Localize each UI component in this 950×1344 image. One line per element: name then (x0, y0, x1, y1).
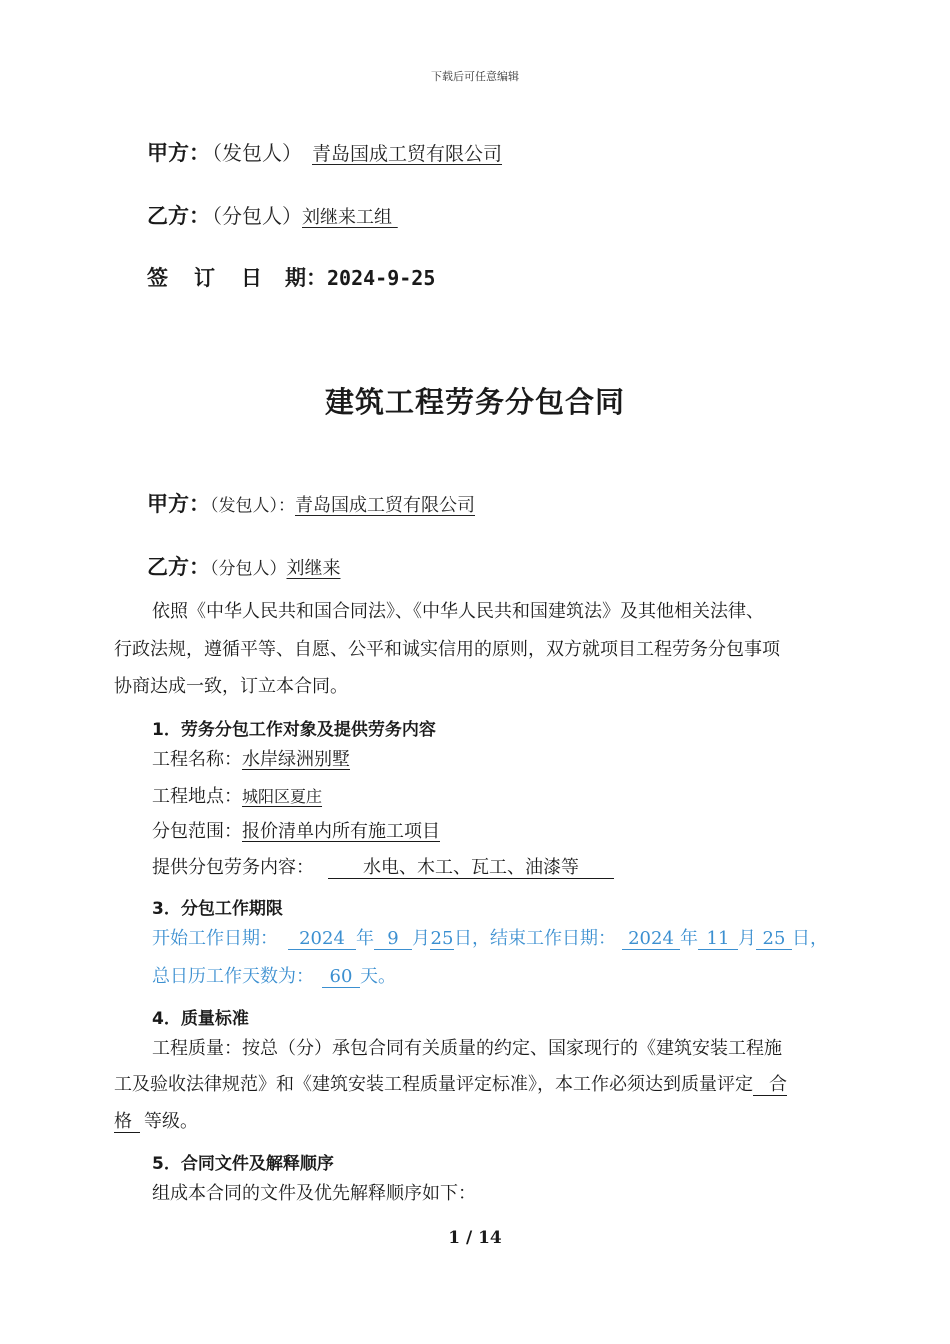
preamble-line-3: 协商达成一致，订立本合同。 (114, 676, 348, 697)
day-separator: 日，结束工作日期： (454, 928, 616, 949)
project-name-value: 水岸绿洲别墅 (242, 749, 350, 770)
end-year: 2024 (622, 930, 680, 950)
quality-line-3-tail: 等级。 (144, 1111, 198, 1132)
cover-party-a-name: 青岛国成工贸有限公司 (312, 143, 503, 165)
end-day: 25 (756, 930, 792, 950)
quality-line-3 (114, 1113, 198, 1133)
cover-sign-date (147, 262, 435, 292)
content-value: 水电、木工、瓦工、油漆等 (328, 859, 614, 879)
total-days-row (152, 968, 396, 988)
cover-party-a (147, 137, 502, 167)
location-row (152, 788, 322, 806)
sign-label-char-1: 签 (147, 266, 168, 290)
cover-party-b-role: （分包人） (212, 204, 302, 228)
cover-party-a-label: 甲方： (147, 141, 210, 165)
section-5-heading: 5．合同文件及解释顺序 (152, 1154, 334, 1174)
sign-label-char-4: 期： (285, 266, 327, 290)
quality-grade-part-2: 格 (114, 1113, 140, 1133)
cover-party-a-role: （发包人） (212, 141, 302, 165)
sign-label-char-2: 订 (194, 266, 215, 290)
page-number: 1 / 14 (448, 1228, 502, 1248)
party-a-label: 甲方： (147, 492, 210, 516)
end-month-char: 月 (738, 928, 756, 949)
party-a (147, 488, 475, 518)
party-b-role: （分包人） (210, 559, 287, 579)
party-b-label: 乙方： (147, 555, 210, 579)
scope-row (152, 823, 440, 841)
quality-line-1: 工程质量：按总（分）承包合同有关质量的约定、国家现行的《建筑安装工程施 (152, 1038, 782, 1059)
start-year: 2024 (288, 930, 356, 950)
section-4-heading: 4．质量标准 (152, 1009, 249, 1029)
work-period-row (152, 930, 828, 950)
header-note: 下载后可任意编辑 (431, 70, 519, 83)
cover-party-b-label: 乙方： (147, 204, 210, 228)
end-month: 11 (698, 930, 738, 950)
start-day: 25 (430, 928, 454, 949)
cover-party-b (147, 200, 398, 230)
location-value: 城阳区夏庄 (242, 787, 323, 806)
start-label: 开始工作日期： (152, 928, 278, 949)
party-b (147, 551, 341, 581)
section-3-heading: 3．分包工作期限 (152, 899, 283, 919)
party-a-role: （发包人）： (210, 496, 295, 516)
content-row (152, 859, 614, 879)
sign-date: 2024-9-25 (327, 266, 436, 290)
cover-party-b-name: 刘继来工组 (302, 207, 392, 228)
project-name-label: 工程名称： (152, 749, 242, 770)
start-year-char: 年 (356, 928, 374, 949)
content-label: 提供分包劳务内容： (152, 857, 314, 878)
total-days-label: 总日历工作天数为： (152, 966, 314, 987)
preamble-line-2: 行政法规，遵循平等、自愿、公平和诚实信用的原则，双方就项目工程劳务分包事项 (114, 639, 780, 660)
scope-label: 分包范围： (152, 821, 242, 842)
start-month-char: 月 (412, 928, 430, 949)
project-name-row (152, 751, 350, 769)
sign-label-char-3: 日 (241, 266, 262, 290)
party-b-name: 刘继来 (286, 558, 341, 579)
location-label: 工程地点： (152, 786, 242, 807)
section-1-heading: 1．劳务分包工作对象及提供劳务内容 (152, 720, 436, 740)
total-days-value: 60 (322, 968, 360, 988)
quality-line-2-text: 工及验收法律规范》和《建筑安装工程质量评定标准》，本工作必须达到质量评定 (114, 1074, 753, 1095)
total-days-unit: 天。 (360, 966, 396, 987)
section-5-line-1: 组成本合同的文件及优先解释顺序如下： (152, 1183, 476, 1204)
preamble-line-1: 依照《中华人民共和国合同法》、《中华人民共和国建筑法》及其他相关法律、 (152, 601, 764, 622)
end-year-char: 年 (680, 928, 698, 949)
scope-value: 报价清单内所有施工项目 (242, 821, 440, 842)
party-a-name: 青岛国成工贸有限公司 (295, 495, 475, 516)
start-month: 9 (374, 930, 412, 950)
quality-grade-part-1: 合 (753, 1076, 787, 1096)
day-end: 日， (792, 928, 828, 949)
contract-title: 建筑工程劳务分包合同 (324, 385, 625, 419)
quality-line-2 (114, 1076, 787, 1096)
